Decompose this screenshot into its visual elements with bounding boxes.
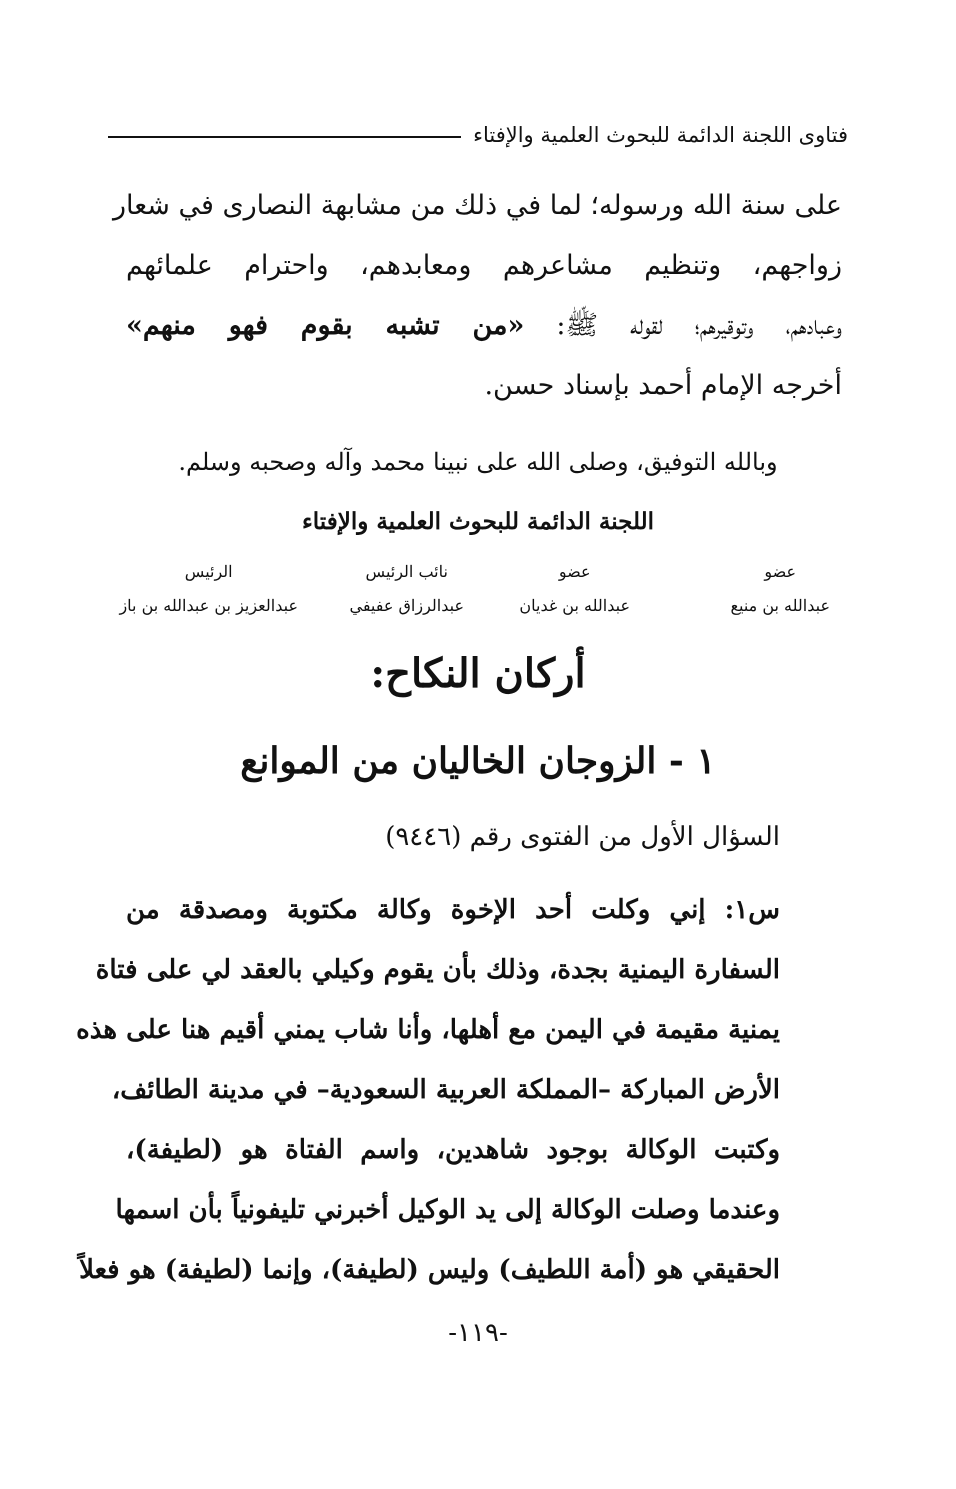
question-line: الأرض المباركة –المملكة العربية السعودية– في مدينة الطائف، (111, 1075, 780, 1105)
body-paragraph (113, 176, 843, 416)
question-paragraph (76, 880, 780, 1300)
hadith-quote: «من تشبه بقوم فهو منهم» (126, 310, 525, 341)
question-line: يمنية مقيمة في اليمن مع أهلها، وأنا شاب يمني أقيم هنا على هذه (76, 1015, 780, 1045)
committee-title: اللجنة الدائمة للبحوث العلمية والإفتاء (301, 508, 655, 535)
paragraph-line: زواجهم، وتنظيم مشاعرهم ومعابدهم، واحترام علمائهم (126, 250, 842, 281)
signatory-name: عبدالله بن منيع (730, 596, 830, 615)
signatories (119, 555, 830, 625)
signatory-role: الرئيس (184, 562, 233, 581)
paragraph-line: أخرجه الإمام أحمد بإسناد حسن. (484, 370, 842, 401)
section-heading: ١ - الزوجان الخاليان من الموانع (240, 740, 716, 782)
question-line: س١: إني وكلت أحد الإخوة وكالة مكتوبة ومصدقة من (126, 895, 780, 925)
signatory-role: نائب الرئيس (365, 562, 448, 581)
paragraph-line (126, 296, 842, 356)
chapter-heading: أركان النكاح: (370, 650, 586, 697)
signatory (119, 555, 298, 623)
signatory (350, 555, 465, 623)
signatory (730, 555, 830, 623)
question-line: السفارة اليمنية بجدة، وذلك بأن يقوم وكيلي بالعقد لي على فتاة (95, 955, 780, 985)
paragraph-line: على سنة الله ورسوله؛ لما في ذلك من مشابهة النصارى في شعار (113, 190, 842, 221)
closing-line: وبالله التوفيق، وصلى الله على نبينا محمد وآله وصحبه وسلم. (178, 448, 778, 476)
running-header-title: فتاوى اللجنة الدائمة للبحوث العلمية والإفتاء (473, 123, 848, 147)
signatory-name: عبدالله بن غديان (519, 596, 630, 615)
fatwa-source: السؤال الأول من الفتوى رقم (٩٤٤٦) (385, 822, 780, 852)
running-header (108, 118, 848, 152)
signatory (519, 555, 630, 623)
paragraph-line-text: وعبادهم، وتوقيرهم؛ لقوله ﷺ: (556, 310, 843, 341)
signatory-role: عضو (764, 562, 797, 581)
signatory-name: عبدالعزيز بن عبدالله بن باز (119, 596, 298, 615)
signatory-role: عضو (558, 562, 591, 581)
question-line: وكتبت الوكالة بوجود شاهدين، واسم الفتاة هو (لطيفة)، (126, 1135, 780, 1165)
signatory-name: عبدالرزاق عفيفي (349, 596, 464, 615)
question-line: الحقيقي هو (أمة اللطيف) وليس (لطيفة)، وإنما (لطيفة) هو فعلاً (79, 1255, 780, 1285)
header-rule (108, 136, 461, 138)
question-line: وعندما وصلت الوكالة إلى يد الوكيل أخبرني تليفونياً بأن اسمها (115, 1195, 780, 1225)
page-number: -١١٩- (448, 1318, 508, 1348)
